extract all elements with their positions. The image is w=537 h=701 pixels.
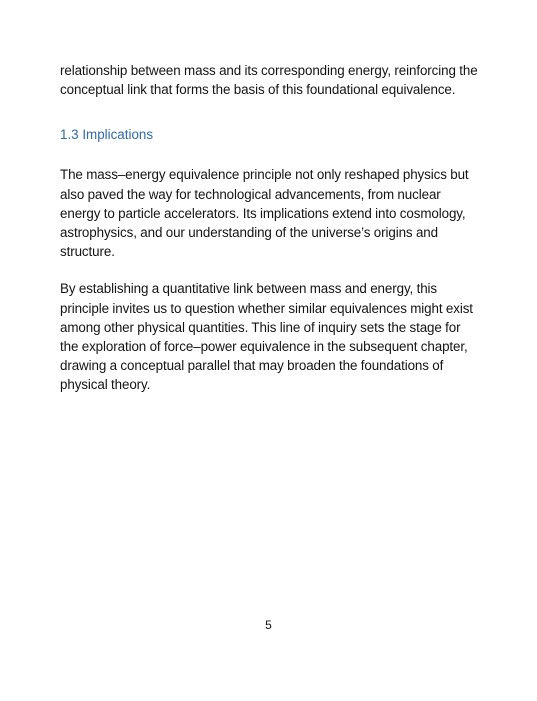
page-number: 5 xyxy=(265,618,272,632)
continued-paragraph: relationship between mass and its corresponding energy, reinforcing the conceptual link that forms the basis of this foundational equivalence. xyxy=(60,63,478,98)
implications-paragraph-2: By establishing a quantitative link between mass and energy, this principle invites us to question whether similar equivalences might exist among other physical quantities. This line of inquiry sets the stage for the exploration of force–power equivalence in the subsequent chapter, drawing a conceptual parallel that may broaden the foundations of physical theory. xyxy=(60,281,473,393)
section-heading: 1.3 Implications xyxy=(60,127,154,143)
implications-paragraph-1: The mass–energy equivalence principle not only reshaped physics but also paved the way for technological advancements, from nuclear energy to particle accelerators. Its implications extend into cosmology, astrophysics, and our understanding of the universe’s origins and structure. xyxy=(60,167,469,260)
page-content xyxy=(60,61,482,395)
